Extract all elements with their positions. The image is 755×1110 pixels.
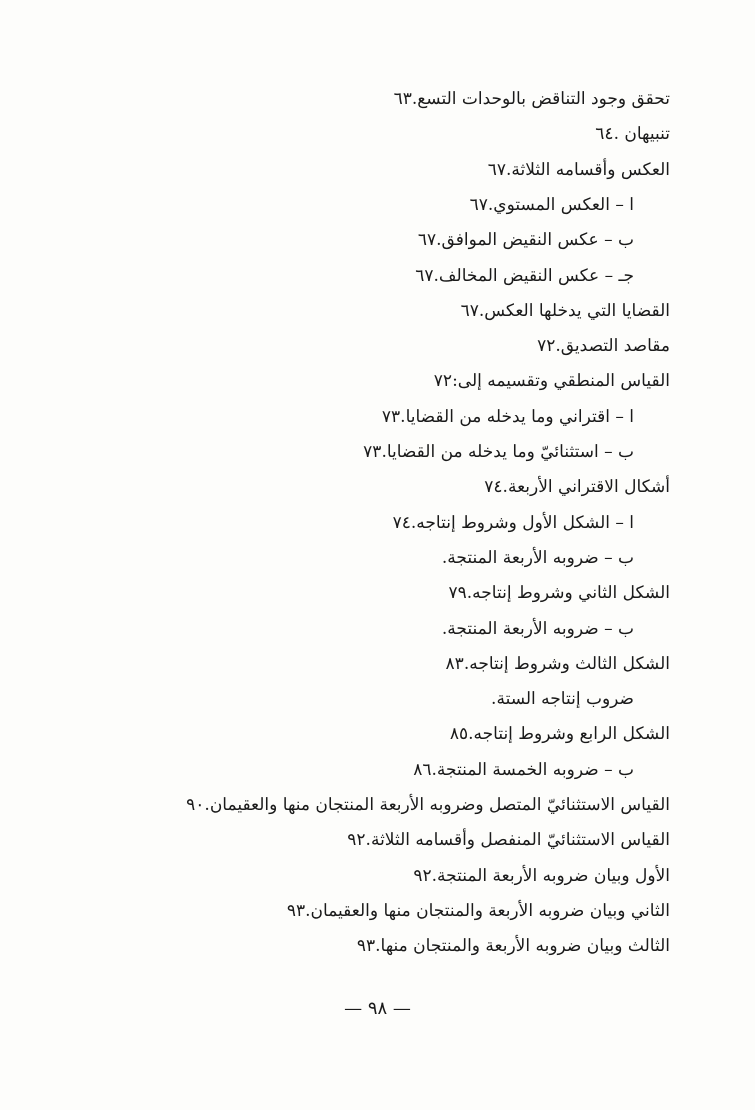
toc-entry-title: تحقق وجود التناقض بالوحدات التسع. [411, 89, 670, 109]
toc-page-number: ٧٤ [484, 477, 503, 498]
toc-entry-title: القياس الاستثنائيّ المنفصل وأقسامه الثلاثة. [365, 830, 670, 851]
toc-page-number: ٩٠ [186, 795, 205, 815]
toc-entry [396, 859, 670, 893]
toc-entry [470, 153, 670, 187]
toc-entry-title: ب – ضروبه الأربعة المنتجة. [441, 547, 634, 568]
toc-entry-title: ا – العكس المستوي. [487, 194, 634, 215]
toc-entry-title: جـ – عكس النقيض المخالف. [433, 265, 634, 286]
toc-entry-title: تنبيهان . [613, 124, 670, 145]
toc-page-number: ٨٥ [449, 724, 469, 745]
toc-entry-title: القياس الاستثنائيّ المتصل وضروبه الأربعة المنتجان منها والعقيمان. [204, 795, 670, 815]
toc-entry [375, 506, 670, 540]
toc-entry-title: العكس وأقسامه الثلاثة. [505, 159, 670, 180]
toc-entry-title: الشكل الثالث وشروط إنتاجه. [463, 653, 670, 674]
toc-entry-title: ضروب إنتاجه الستة. [491, 689, 634, 710]
toc-entry-title: أشكال الاقتراني الأربعة. [502, 477, 670, 498]
toc-page-number: ٦٧ [487, 159, 506, 180]
toc-entry-title: ا – اقتراني وما يدخله من القضايا. [400, 406, 634, 427]
toc-page-number: ٩٣ [356, 936, 376, 957]
toc-entry [432, 717, 670, 751]
toc-entry [400, 223, 670, 257]
toc-entry-title: ا – الشكل الأول وشروط إنتاجه. [410, 512, 634, 533]
toc-entry [168, 788, 670, 822]
toc-entry [406, 541, 670, 575]
toc-page-number: ٨٦ [413, 759, 432, 780]
toc-entry [339, 929, 670, 963]
toc-entry-title: ب – ضروبه الأربعة المنتجة. [441, 618, 634, 639]
toc-entry-title: الشكل الرابع وشروط إنتاجه. [468, 724, 670, 745]
toc-entry-title: مقاصد التصديق. [555, 336, 670, 357]
toc-entry [406, 612, 670, 646]
toc-page-number: ٦٤ [595, 124, 614, 145]
toc-entry-title: ب – عكس النقيض الموافق. [436, 230, 634, 251]
toc-entry [431, 576, 670, 610]
toc-entry [428, 647, 670, 681]
toc-page-number: ٧٣ [381, 406, 401, 427]
toc-page-number: ٧٣ [363, 442, 382, 462]
toc-entry [578, 117, 670, 151]
toc-entry [519, 329, 670, 363]
toc-entry-title: ب – ضروبه الخمسة المنتجة. [431, 759, 634, 780]
toc-entry [467, 470, 670, 504]
toc-page-number: ٩٢ [413, 865, 432, 886]
toc-entry [396, 753, 670, 787]
toc-page-number: ٦٧ [469, 194, 488, 215]
toc-page-number: ٦٧ [415, 265, 434, 286]
toc-entry [455, 682, 670, 716]
toc-entry [398, 259, 670, 293]
toc-entry [416, 364, 670, 398]
toc-entry [443, 294, 670, 328]
toc-entry [452, 188, 670, 222]
toc-page-number: ٧٩ [448, 583, 467, 604]
toc-entry [364, 400, 670, 434]
toc-page-number: ٨٣ [445, 653, 464, 674]
page-number-footer: — ٩٨ — [344, 998, 411, 1019]
toc-page-number: ٩٢ [347, 830, 366, 851]
toc-entry-title: الثاني وبيان ضروبه الأربعة والمنتجان منها والعقيمان. [305, 900, 670, 921]
toc-entry [345, 435, 670, 469]
toc-entry-title: الشكل الثاني وشروط إنتاجه. [466, 583, 670, 604]
toc-entry [269, 894, 670, 928]
toc-entry [330, 823, 670, 857]
toc-page-number: ٧٢ [433, 371, 453, 392]
toc-entry-title: الأول وبيان ضروبه الأربعة المنتجة. [431, 865, 670, 886]
toc-entry-title: الثالث وبيان ضروبه الأربعة والمنتجان منها. [375, 936, 670, 957]
toc-entry [376, 82, 670, 116]
toc-entry-title: القياس المنطقي وتقسيمه إلى: [452, 371, 670, 392]
toc-page-number: ٦٣ [393, 89, 412, 109]
toc-entry-title: القضايا التي يدخلها العكس. [478, 300, 670, 321]
toc-page-number: ٦٧ [417, 230, 437, 251]
toc-entry-title: ب – استثنائيّ وما يدخله من القضايا. [381, 442, 634, 462]
toc-page-number: ٧٢ [537, 336, 556, 357]
toc-page-number: ٧٤ [392, 512, 411, 533]
toc-page-number: ٩٣ [286, 900, 306, 921]
toc-page-number: ٦٧ [460, 300, 479, 321]
